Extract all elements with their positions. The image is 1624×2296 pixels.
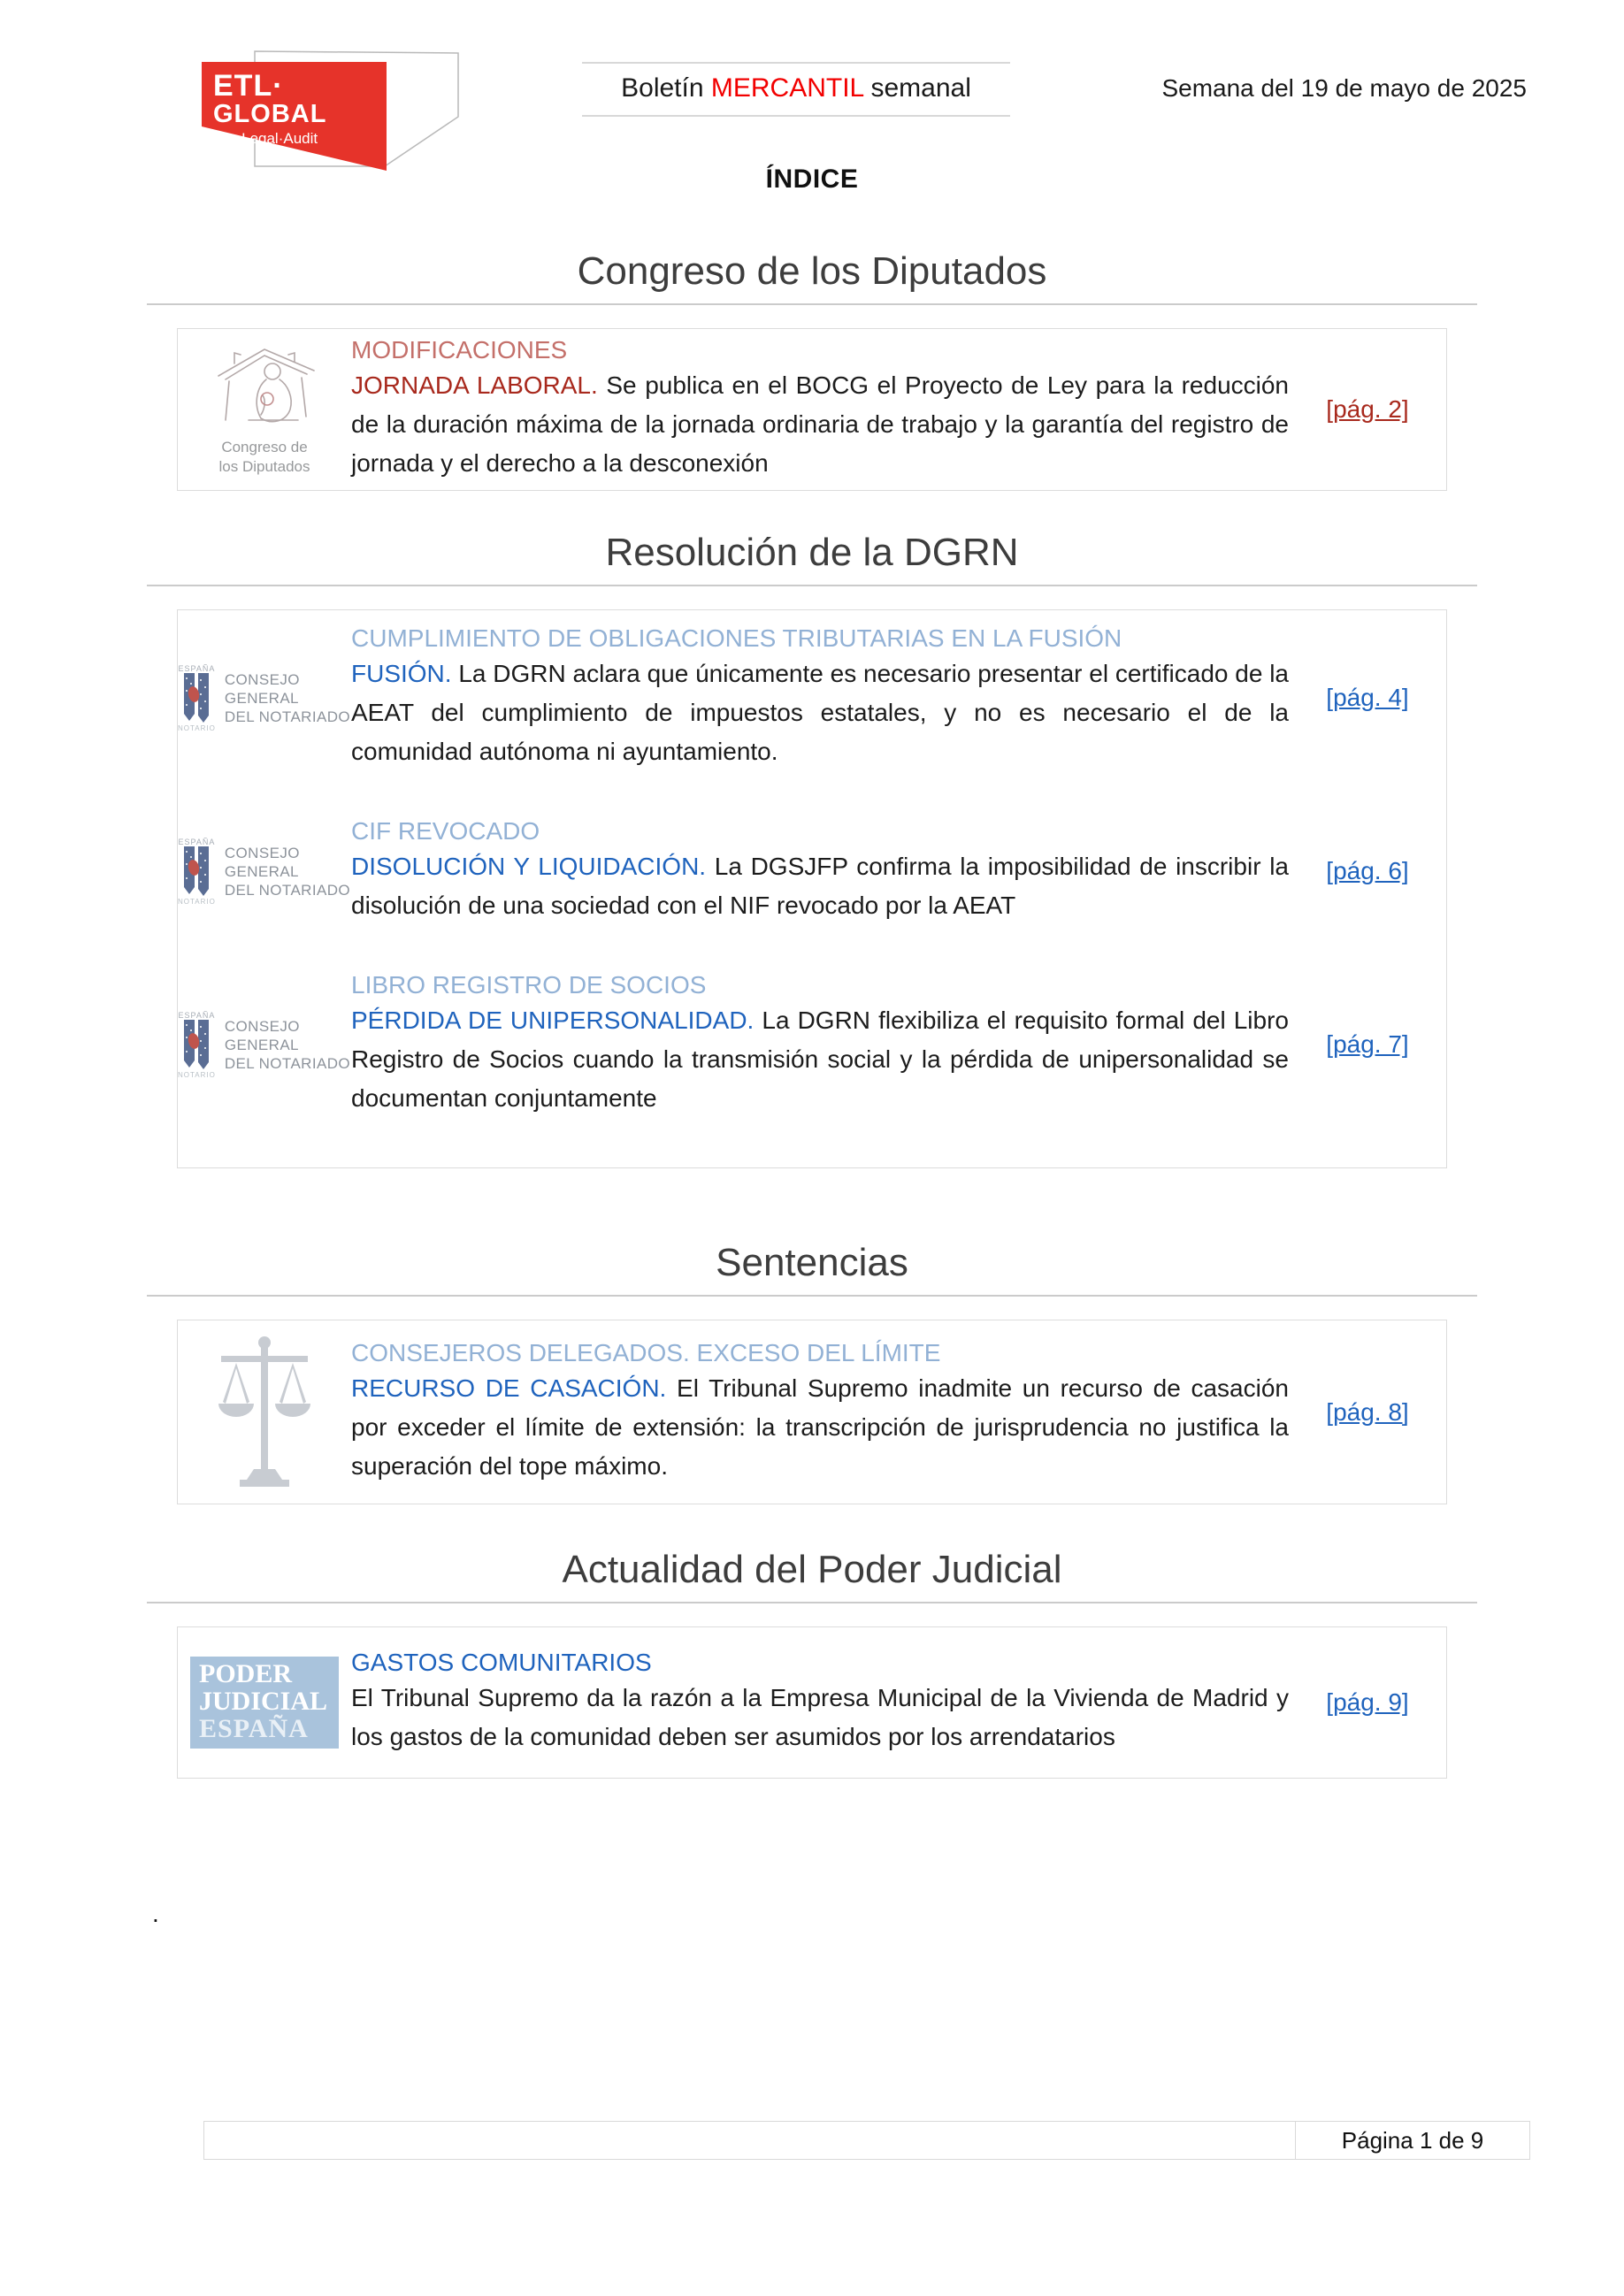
notariado-emblem-icon bbox=[178, 1011, 216, 1079]
page-link[interactable]: [pág. 2] bbox=[1326, 395, 1409, 423]
section-title: Actualidad del Poder Judicial bbox=[562, 1548, 1062, 1591]
item-body-text: La DGRN aclara que únicamente es necesario presentar el certificado de la AEAT del cumplimiento de impuestos estatales, y no es necesario el de la comunidad autónoma ni ayuntamiento. bbox=[351, 660, 1289, 765]
congreso-logo-caption bbox=[218, 438, 310, 477]
congreso-caption-line2: los Diputados bbox=[218, 458, 310, 475]
item-body bbox=[351, 1679, 1289, 1756]
etl-logo-line2: GLOBAL bbox=[213, 100, 327, 128]
notariado-tiny-label: NOTARIO bbox=[178, 723, 216, 732]
index-heading: ÍNDICE bbox=[765, 165, 859, 194]
item-row bbox=[178, 624, 1446, 771]
poder-judicial-line2: JUDICIAL bbox=[199, 1687, 328, 1716]
notariado-emblem-icon bbox=[178, 838, 216, 906]
item-body bbox=[351, 366, 1289, 483]
notariado-caption-line2: DEL NOTARIADO bbox=[224, 881, 351, 899]
etl-global-logo-icon bbox=[199, 19, 464, 179]
item-lead: FUSIÓN. bbox=[351, 660, 452, 687]
item-text bbox=[351, 1339, 1289, 1486]
section-sentencias bbox=[0, 1241, 1624, 1504]
poder-judicial-line3: ESPAÑA bbox=[199, 1714, 309, 1743]
item-link-column bbox=[1289, 1688, 1446, 1717]
item-text bbox=[351, 817, 1289, 925]
item-body-text: La DGSJFP confirma la imposibilidad de inscribir la disolución de una sociedad con el NIF revocado por la AEAT bbox=[351, 853, 1289, 919]
notariado-logo-caption bbox=[225, 1017, 351, 1073]
item-icon bbox=[178, 342, 351, 477]
notariado-logo bbox=[178, 1011, 351, 1079]
item-kicker: MODIFICACIONES bbox=[351, 336, 568, 364]
item-body bbox=[351, 1369, 1289, 1486]
item-row bbox=[178, 1649, 1446, 1756]
bulletin-title bbox=[582, 62, 1010, 117]
poder-judicial-logo bbox=[190, 1657, 339, 1749]
congreso-caption-line1: Congreso de bbox=[221, 439, 308, 455]
section-divider bbox=[147, 1602, 1477, 1603]
item-link-column bbox=[1289, 395, 1446, 424]
notariado-logo bbox=[178, 664, 351, 732]
page-link[interactable]: [pág. 4] bbox=[1326, 684, 1409, 711]
page-link[interactable]: [pág. 9] bbox=[1326, 1688, 1409, 1716]
item-lead: PÉRDIDA DE UNIPERSONALIDAD. bbox=[351, 1006, 755, 1034]
notariado-caption-line1: CONSEJO GENERAL bbox=[224, 844, 300, 880]
notariado-logo bbox=[178, 838, 351, 906]
item-kicker: GASTOS COMUNITARIOS bbox=[351, 1649, 652, 1676]
poder-judicial-line1: PODER bbox=[199, 1659, 292, 1688]
notariado-caption-line2: DEL NOTARIADO bbox=[224, 708, 351, 725]
page-link[interactable]: [pág. 8] bbox=[1326, 1397, 1409, 1426]
item-kicker: CIF REVOCADO bbox=[351, 817, 540, 845]
notariado-caption-line2: DEL NOTARIADO bbox=[224, 1054, 351, 1072]
notariado-tiny-label: NOTARIO bbox=[178, 1070, 216, 1079]
item-text bbox=[351, 1649, 1289, 1756]
item-row bbox=[178, 971, 1446, 1118]
item-body bbox=[351, 1001, 1289, 1118]
page-footer bbox=[203, 2121, 1530, 2160]
item-link-column bbox=[1289, 1030, 1446, 1059]
notariado-logo-caption bbox=[225, 670, 351, 726]
notariado-ribbon-icon bbox=[182, 1020, 211, 1071]
notariado-ribbon-icon bbox=[182, 846, 211, 898]
item-body bbox=[351, 847, 1289, 925]
items-box bbox=[177, 1320, 1447, 1504]
section-title: Resolución de la DGRN bbox=[605, 531, 1019, 574]
section-congreso bbox=[0, 249, 1624, 491]
item-body-text: La DGRN flexibiliza el requisito formal del Libro Registro de Socios cuando la transmisión social y la pérdida de unipersonalidad se documentan conjuntamente bbox=[351, 1006, 1289, 1112]
item-link-column bbox=[1289, 857, 1446, 885]
section-title: Sentencias bbox=[716, 1241, 908, 1284]
section-dgrn bbox=[0, 533, 1624, 1168]
item-kicker: CONSEJEROS DELEGADOS. EXCESO DEL LÍMITE bbox=[351, 1338, 941, 1366]
week-label: Semana del 19 de mayo de 2025 bbox=[1161, 74, 1527, 102]
items-box bbox=[177, 609, 1447, 1168]
page-header bbox=[0, 0, 1624, 203]
scales-of-justice-icon bbox=[213, 1335, 316, 1489]
item-row bbox=[178, 1335, 1446, 1489]
item-icon bbox=[178, 1011, 351, 1079]
notariado-caption-line1: CONSEJO GENERAL bbox=[224, 1017, 300, 1053]
section-divider bbox=[147, 585, 1477, 586]
item-kicker: CUMPLIMIENTO DE OBLIGACIONES TRIBUTARIAS EN LA FUSIÓN bbox=[351, 624, 1122, 652]
item-row bbox=[178, 336, 1446, 483]
item-body-text: Se publica en el BOCG el Proyecto de Ley para la reducción de la duración máxima de la jornada ordinaria de trabajo y la garantía del registro de jornada y el derecho a la desconexión bbox=[351, 371, 1290, 477]
notariado-emblem-icon bbox=[178, 664, 216, 732]
section-poder-judicial bbox=[0, 1550, 1624, 1779]
notariado-country-label: ESPAÑA bbox=[178, 663, 216, 673]
notariado-country-label: ESPAÑA bbox=[178, 837, 216, 846]
items-box bbox=[177, 1626, 1447, 1779]
item-row bbox=[178, 817, 1446, 925]
page-link[interactable]: [pág. 7] bbox=[1326, 1030, 1409, 1058]
notariado-caption-line1: CONSEJO GENERAL bbox=[224, 670, 300, 707]
stray-period: . bbox=[152, 1900, 159, 1927]
etl-global-logo bbox=[199, 19, 464, 183]
item-lead: DISOLUCIÓN Y LIQUIDACIÓN. bbox=[351, 853, 707, 880]
section-divider bbox=[147, 303, 1477, 305]
section-title: Congreso de los Diputados bbox=[577, 249, 1047, 293]
item-icon bbox=[178, 838, 351, 906]
page-number: Página 1 de 9 bbox=[1341, 2126, 1484, 2154]
notariado-logo-caption bbox=[225, 844, 351, 899]
item-body-text: El Tribunal Supremo inadmite un recurso de casación por exceder el límite de extensión: la transcripción de jurisprudencia no justifica la superación del tope máximo. bbox=[351, 1374, 1289, 1480]
notariado-country-label: ESPAÑA bbox=[178, 1010, 216, 1020]
item-body bbox=[351, 654, 1289, 771]
item-icon bbox=[178, 1657, 351, 1749]
item-link-column bbox=[1289, 1398, 1446, 1427]
congreso-logo-icon bbox=[203, 342, 326, 434]
items-box bbox=[177, 328, 1447, 491]
item-icon bbox=[178, 1335, 351, 1489]
item-icon bbox=[178, 664, 351, 732]
item-kicker: LIBRO REGISTRO DE SOCIOS bbox=[351, 971, 707, 999]
bulletin-title-suffix: semanal bbox=[863, 73, 971, 103]
item-body-text: El Tribunal Supremo da la razón a la Empresa Municipal de la Vivienda de Madrid y los gastos de la comunidad deben ser asumidos por los arrendatarios bbox=[351, 1684, 1289, 1750]
item-lead: RECURSO DE CASACIÓN. bbox=[351, 1374, 667, 1402]
section-divider bbox=[147, 1295, 1477, 1297]
item-text bbox=[351, 336, 1289, 483]
item-lead: JORNADA LABORAL. bbox=[351, 371, 598, 399]
etl-logo-line3: Tax·Legal·Audit bbox=[213, 130, 318, 147]
item-link-column bbox=[1289, 684, 1446, 712]
footer-empty-cell bbox=[204, 2122, 1296, 2159]
item-text bbox=[351, 624, 1289, 771]
bulletin-title-prefix: Boletín bbox=[621, 73, 711, 103]
page-link[interactable]: [pág. 6] bbox=[1326, 857, 1409, 884]
etl-logo-line1: ETL· bbox=[213, 69, 284, 103]
item-text bbox=[351, 971, 1289, 1118]
notariado-tiny-label: NOTARIO bbox=[178, 897, 216, 906]
bulletin-title-highlight: MERCANTIL bbox=[710, 73, 864, 103]
notariado-ribbon-icon bbox=[182, 673, 211, 724]
